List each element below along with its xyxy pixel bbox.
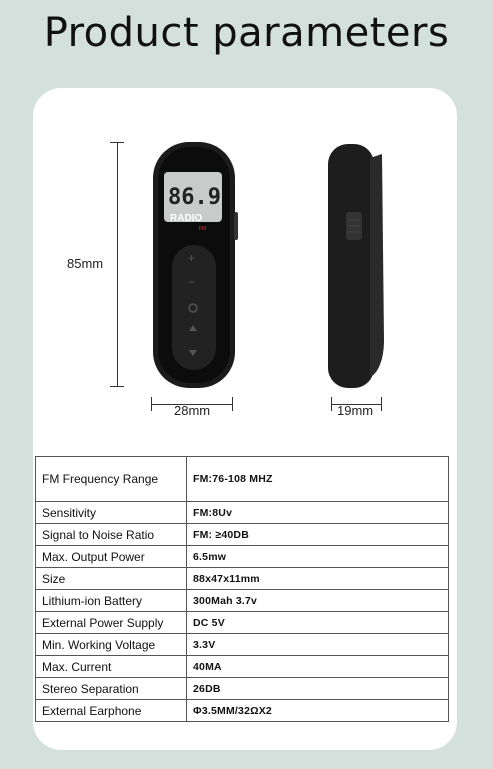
table-row xyxy=(36,568,449,590)
spec-label: Signal to Noise Ratio xyxy=(36,524,187,546)
table-row xyxy=(36,546,449,568)
spec-label: Lithium-ion Battery xyxy=(36,590,187,612)
plus-icon: + xyxy=(188,251,196,265)
spec-label: External Power Supply xyxy=(36,612,187,634)
table-row xyxy=(36,524,449,546)
width-label: 28mm xyxy=(174,403,211,418)
spec-label: Sensitivity xyxy=(36,502,187,524)
spec-label: FM Frequency Range xyxy=(36,457,187,502)
spec-value: Φ3.5MM/32ΩX2 xyxy=(187,700,449,722)
spec-value: 6.5mw xyxy=(187,546,449,568)
depth-dimension-cap-right xyxy=(381,397,382,411)
spec-label: Max. Output Power xyxy=(36,546,187,568)
table-row xyxy=(36,700,449,722)
minus-icon: − xyxy=(188,275,196,289)
spec-value: 3.3V xyxy=(187,634,449,656)
radio-front-image xyxy=(148,140,240,390)
depth-dimension-cap-left xyxy=(331,397,332,411)
radio-side-image xyxy=(326,140,388,392)
spec-value: 88x47x11mm xyxy=(187,568,449,590)
radio-display-text: 86.9 xyxy=(168,185,221,210)
spec-label: Max. Current xyxy=(36,656,187,678)
spec-value: FM:76-108 MHZ xyxy=(187,457,449,502)
spec-label: Min. Working Voltage xyxy=(36,634,187,656)
depth-label: 19mm xyxy=(337,403,374,418)
height-label: 85mm xyxy=(67,256,104,271)
table-row xyxy=(36,612,449,634)
radio-brand-text: RADIO xyxy=(170,213,203,224)
table-row xyxy=(36,457,449,502)
table-row xyxy=(36,590,449,612)
spec-value: 26DB xyxy=(187,678,449,700)
spec-label: External Earphone xyxy=(36,700,187,722)
width-dimension-cap-right xyxy=(232,397,233,411)
page-title: Product parameters xyxy=(43,10,450,56)
height-dimension-cap-top xyxy=(110,142,124,143)
width-dimension-cap-left xyxy=(151,397,152,411)
spec-value: 40MA xyxy=(187,656,449,678)
spec-value: FM:8Uv xyxy=(187,502,449,524)
table-row xyxy=(36,678,449,700)
table-row xyxy=(36,502,449,524)
specs-table xyxy=(35,456,449,722)
height-dimension-cap-bottom xyxy=(110,386,124,387)
height-dimension-line xyxy=(117,142,118,387)
spec-label: Size xyxy=(36,568,187,590)
table-row xyxy=(36,656,449,678)
spec-label: Stereo Separation xyxy=(36,678,187,700)
spec-value: DC 5V xyxy=(187,612,449,634)
spec-value: FM: ≥40DB xyxy=(187,524,449,546)
radio-band-text: FM xyxy=(199,226,207,232)
table-row xyxy=(36,634,449,656)
spec-value: 300Mah 3.7v xyxy=(187,590,449,612)
